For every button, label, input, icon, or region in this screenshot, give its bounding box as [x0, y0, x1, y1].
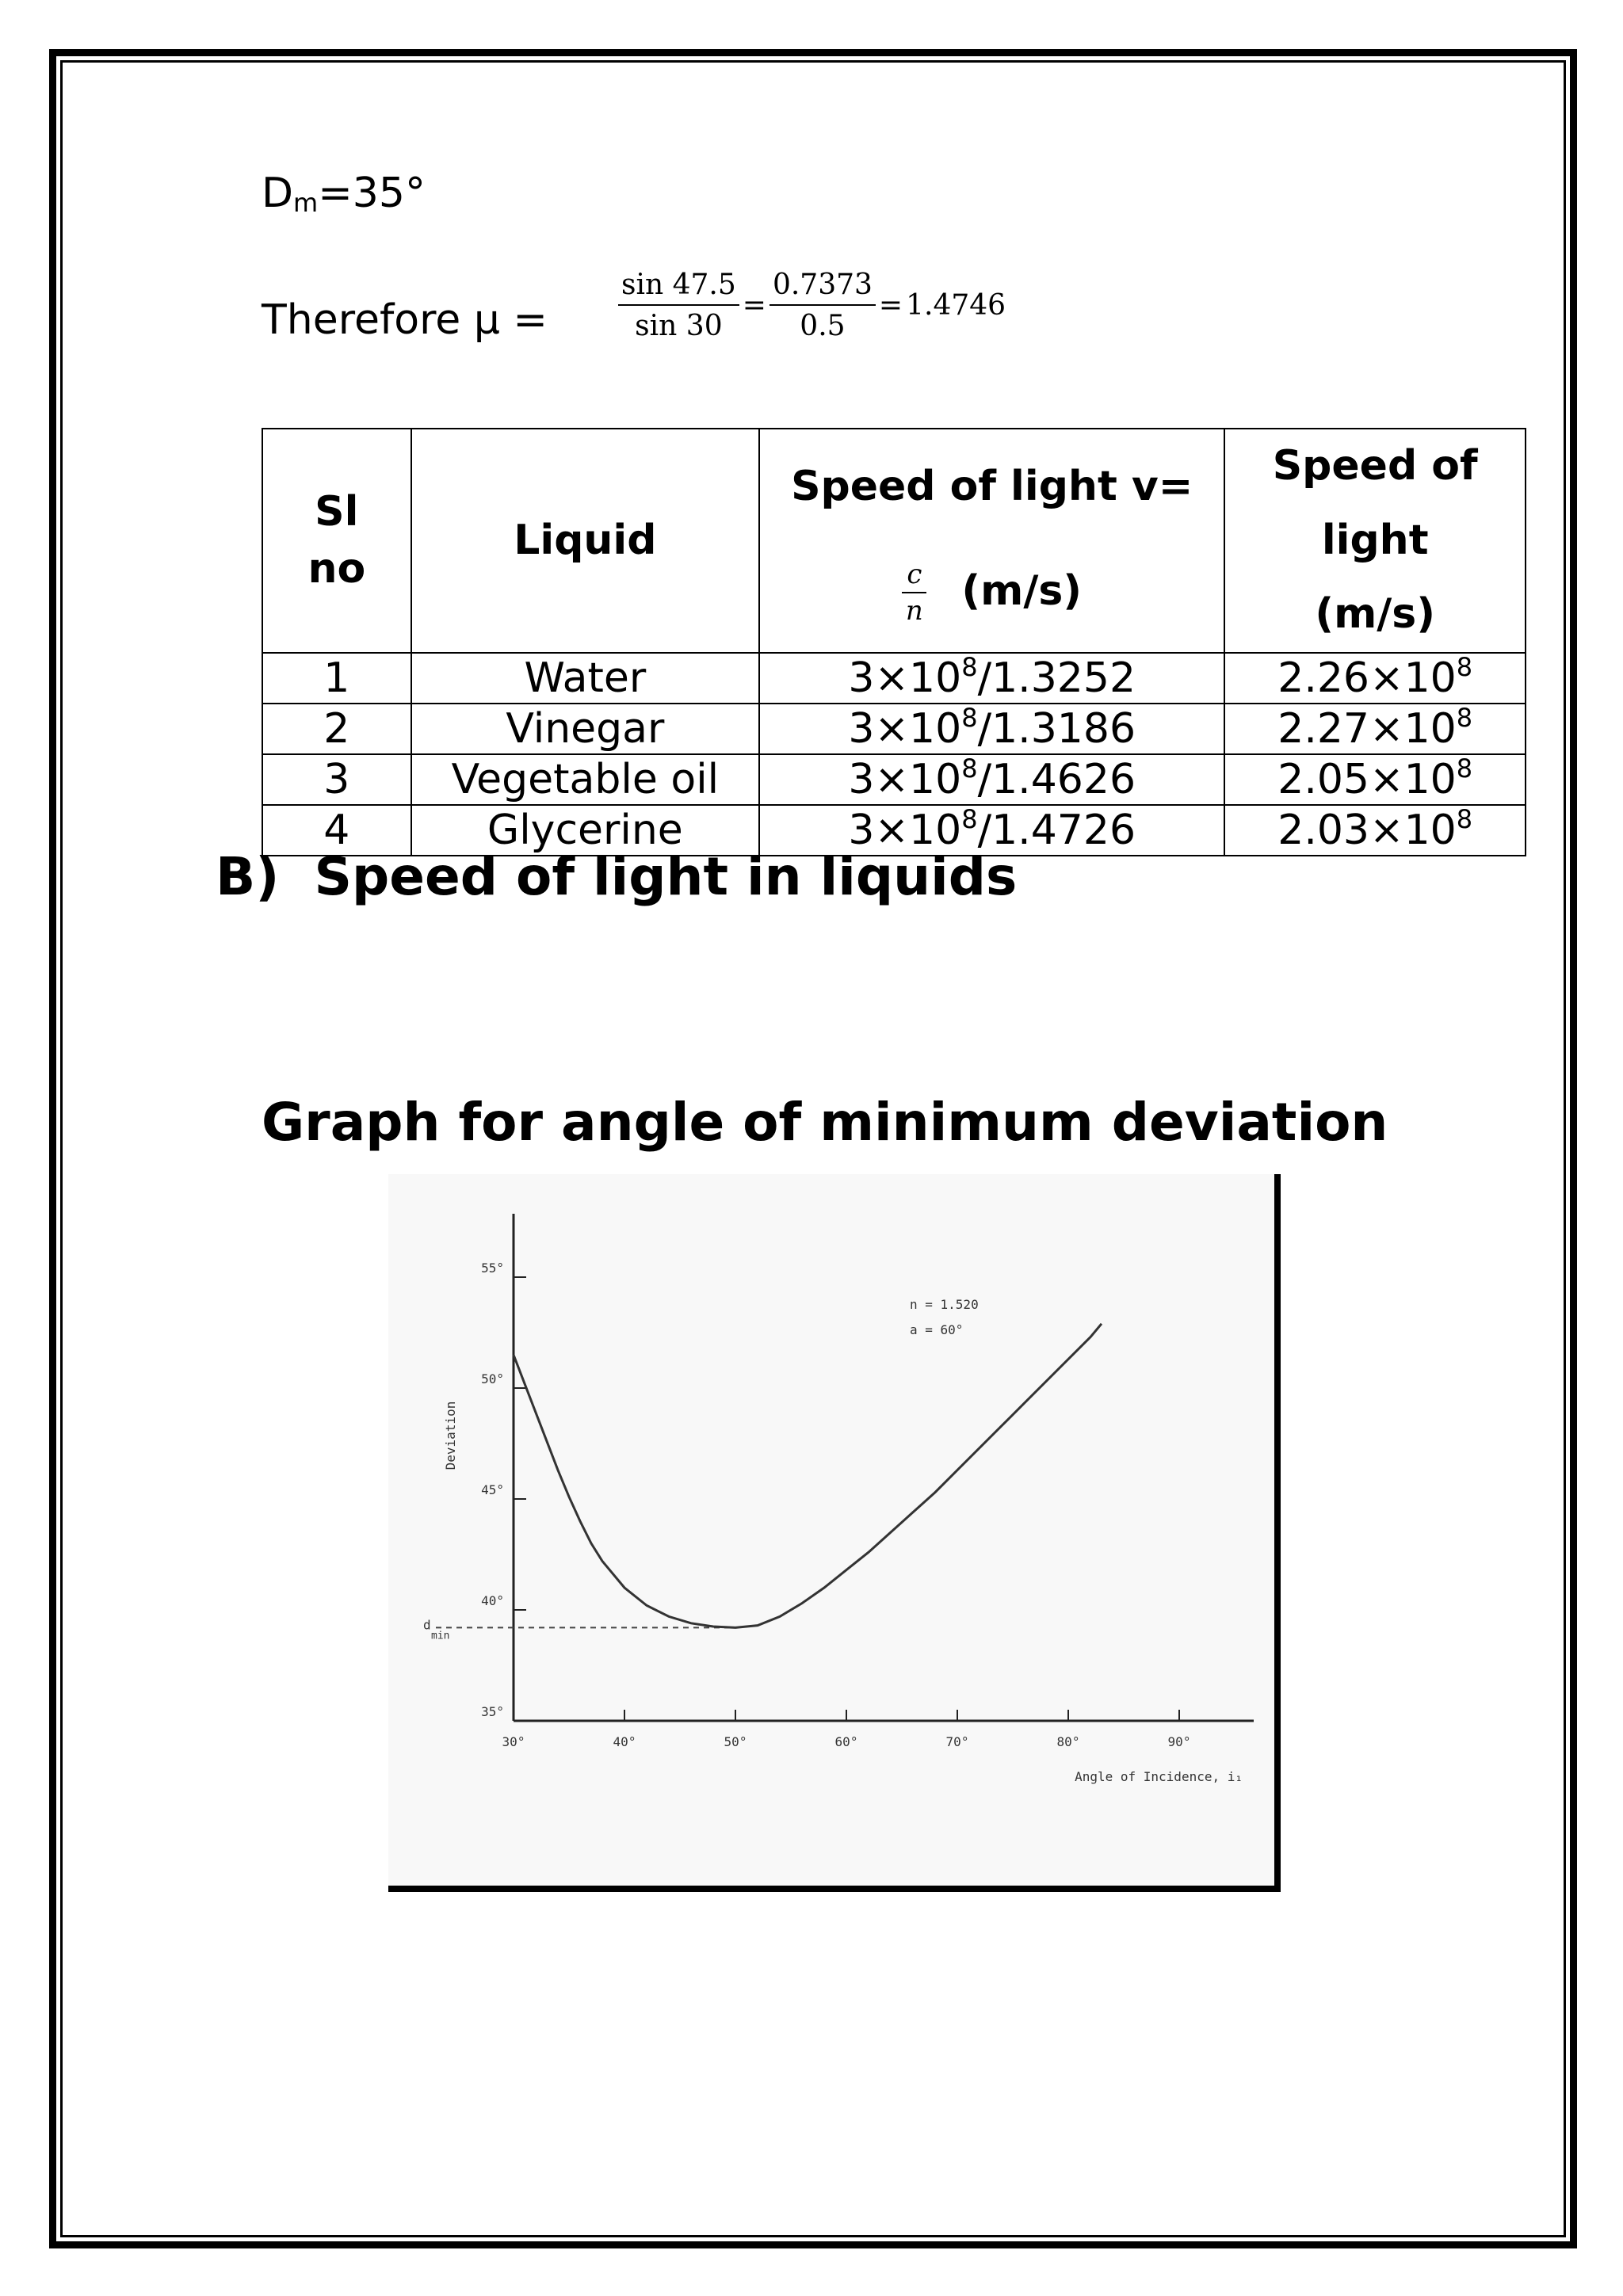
header-speed-of-light: Speed of light (m/s)	[1224, 429, 1526, 653]
table-row: 4 Glycerine $3\times 10^8/1.4726$ $2.03\times 10^8$	[262, 805, 1526, 856]
x-tick-label: 80°	[1056, 1734, 1080, 1749]
header-speed-formula: Speed of light v= $\frac{c}{n}$ (m/s)	[759, 429, 1224, 653]
x-tick-label: 90°	[1167, 1734, 1191, 1749]
y-tick-label: 50°	[481, 1371, 504, 1386]
d-min-subscript: min	[431, 1630, 450, 1642]
y-tick-label: 45°	[481, 1482, 504, 1497]
x-tick-label: 70°	[945, 1734, 969, 1749]
speed-of-light-table	[262, 428, 1526, 856]
header-sl-no: Sl no	[262, 429, 411, 653]
table-row: 1 Water $3\times 10^8/1.3252$ $2.26\times 10^8$	[262, 653, 1526, 704]
x-tick-label: 60°	[834, 1734, 858, 1749]
minimum-deviation-value: $D_m=35^\circ$	[262, 170, 426, 218]
chart-annotation: n = 1.520	[910, 1297, 979, 1312]
header-liquid: Liquid	[411, 429, 759, 653]
deviation-chart	[388, 1174, 1274, 1886]
refractive-index-label: Therefore μ =	[262, 296, 548, 344]
deviation-graph	[388, 1174, 1281, 1892]
y-tick-label: 40°	[481, 1593, 504, 1608]
formula-result: 1.4746	[906, 289, 1006, 322]
table-row: 3 Vegetable oil $3\times 10^8/1.4626$ $2.05\times 10^8$	[262, 754, 1526, 805]
x-tick-label: 50°	[724, 1734, 747, 1749]
refractive-index-formula: $\frac{\sin 47.5}{\sin 30}$ = $\frac{0.7373}{0.5}$ = 1.4746	[618, 269, 1006, 341]
formula-fraction-sines: $\frac{\sin 47.5}{\sin 30}$	[618, 269, 739, 341]
x-tick-label: 30°	[502, 1734, 525, 1749]
deviation-curve	[514, 1324, 1102, 1628]
y-tick-label: 35°	[481, 1704, 504, 1719]
chart-annotation: a = 60°	[910, 1322, 964, 1337]
c-over-n-fraction: $\frac{c}{n}$	[902, 560, 926, 626]
x-tick-label: 40°	[613, 1734, 636, 1749]
table-row: 2 Vinegar $3\times 10^8/1.3186$ $2.27\times 10^8$	[262, 704, 1526, 754]
d-min-label: d	[423, 1617, 431, 1633]
graph-title: Graph for angle of minimum deviation	[262, 1092, 1388, 1153]
section-title: Speed of light in liquids	[314, 846, 1018, 907]
section-marker: B)	[216, 846, 280, 907]
y-tick-label: 55°	[481, 1261, 504, 1276]
x-axis-label: Angle of Incidence, i₁	[1075, 1769, 1243, 1784]
formula-fraction-values: $\frac{0.7373}{0.5}$	[769, 269, 876, 341]
section-b-heading	[216, 846, 1017, 907]
table-header-row	[262, 429, 1526, 653]
y-axis-label: Deviation	[443, 1401, 458, 1470]
